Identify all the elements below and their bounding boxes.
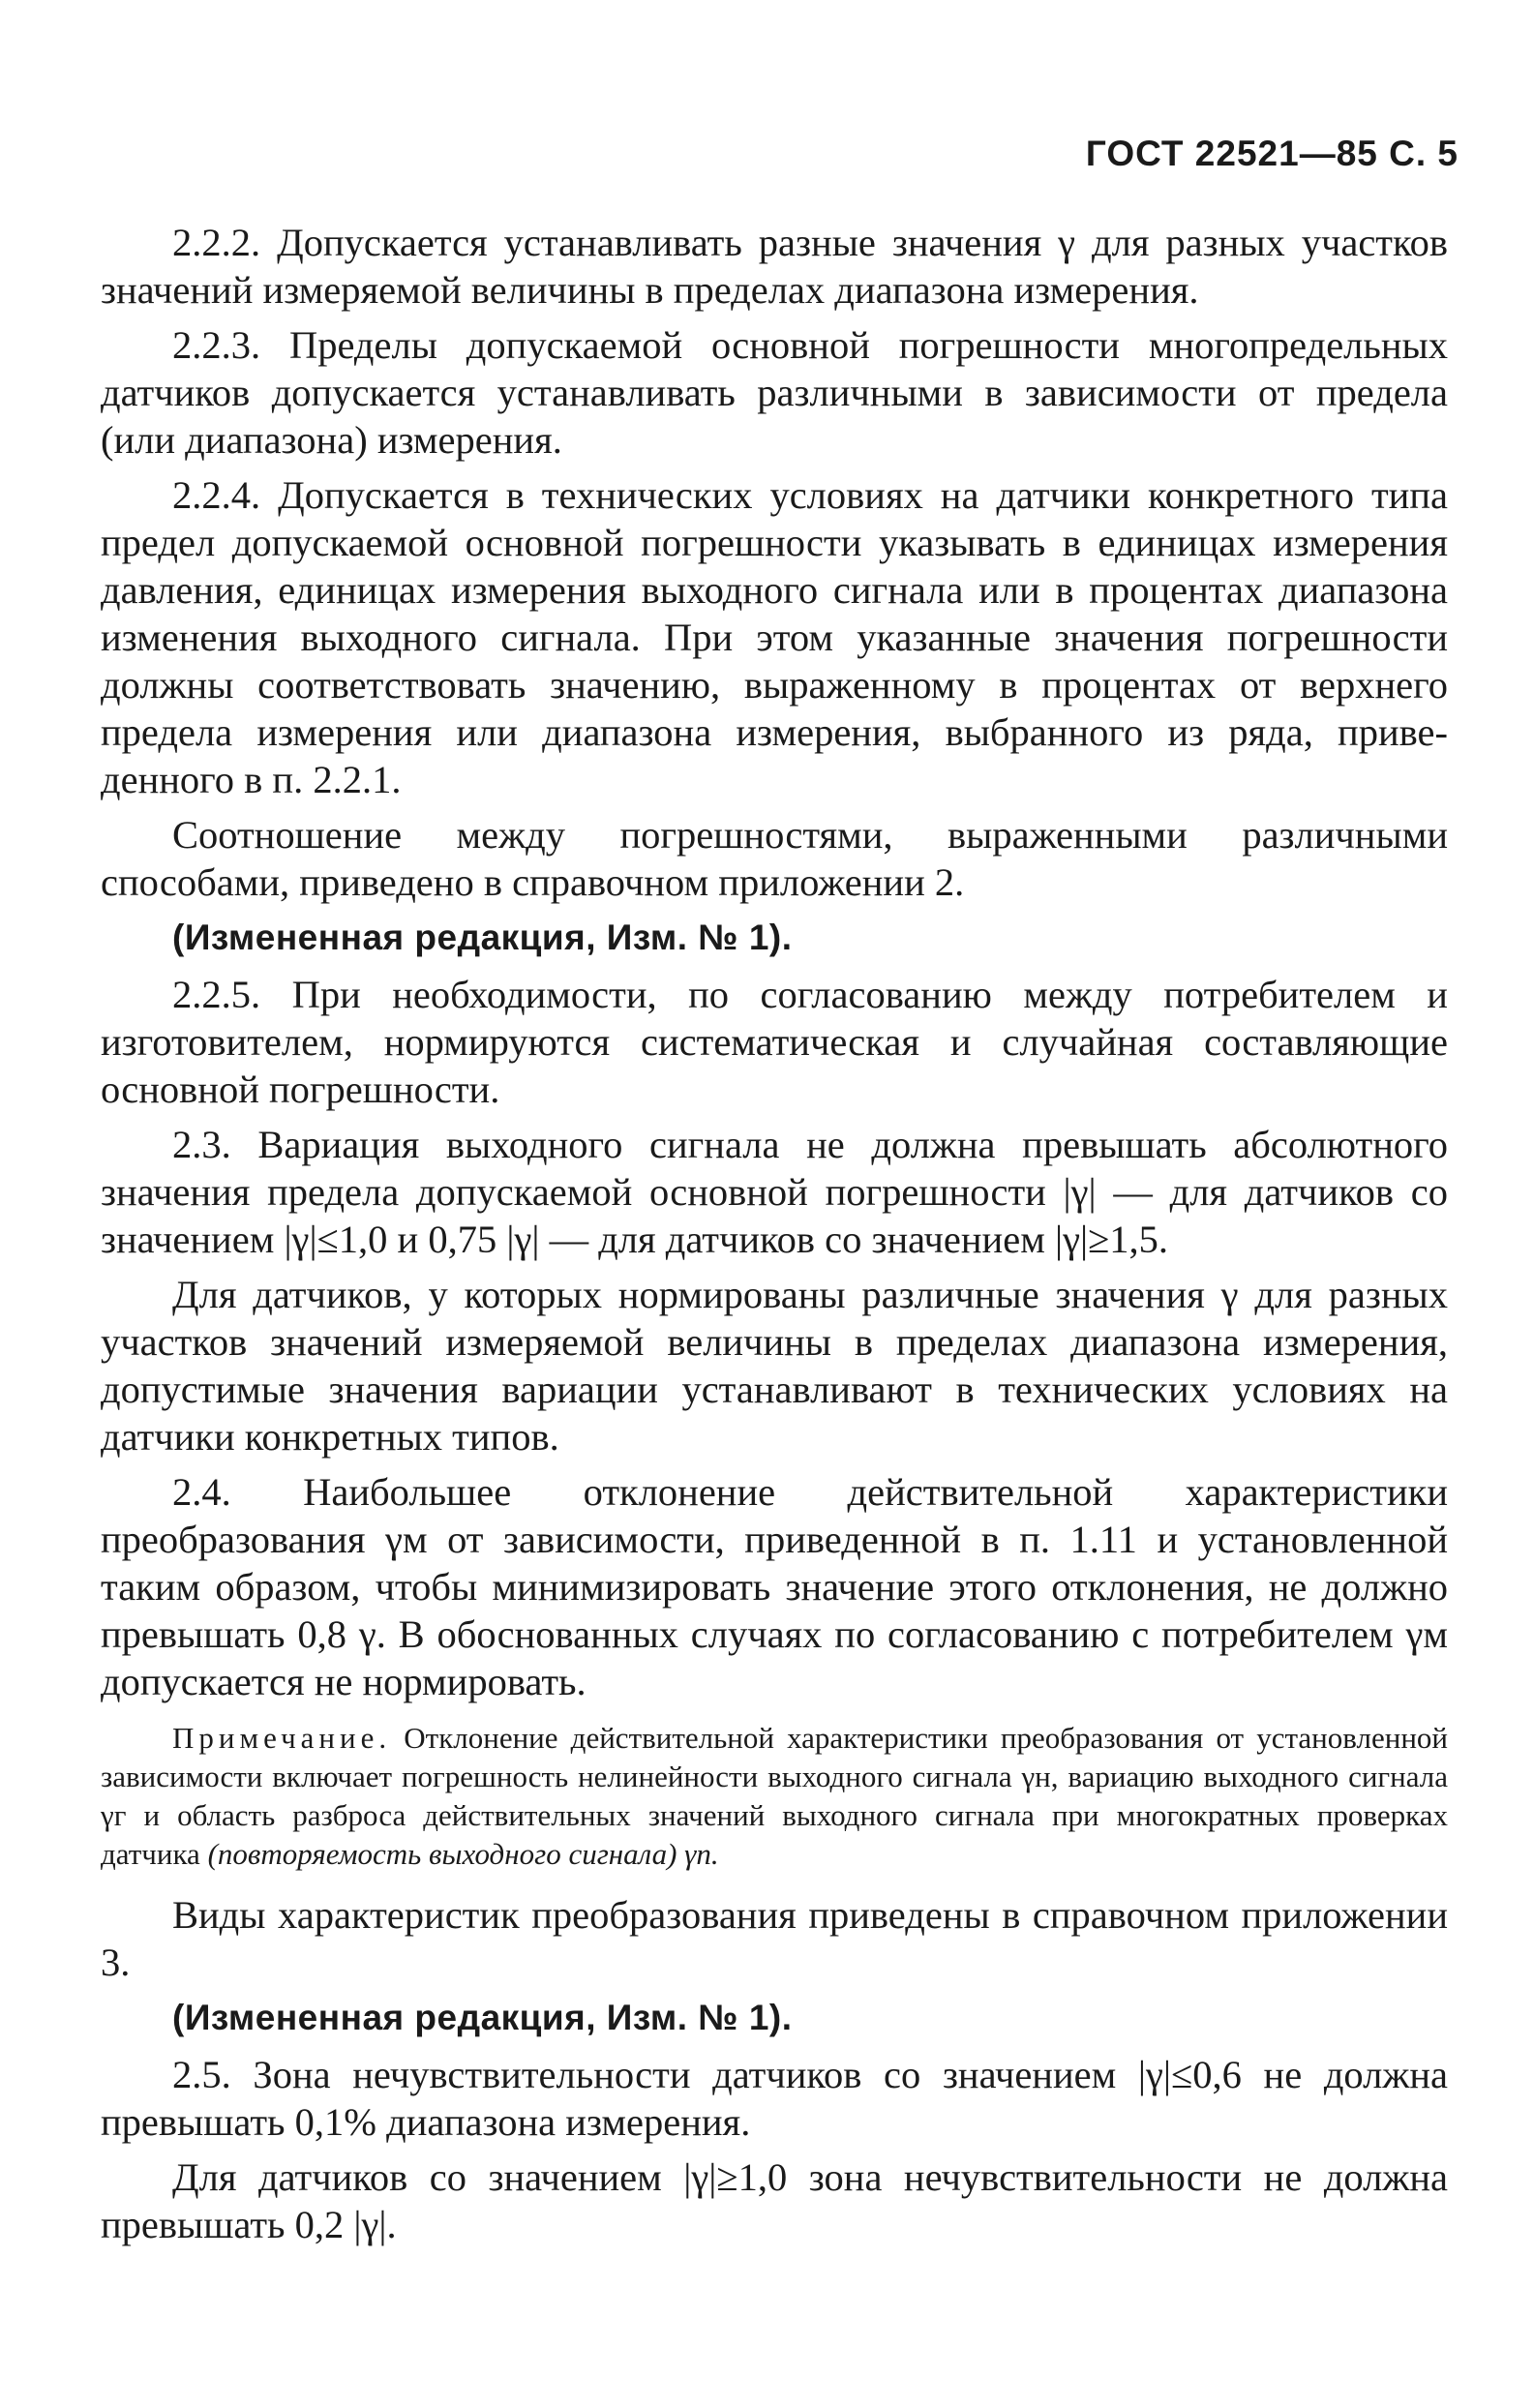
paragraph-2-5-insensitivity: Для датчиков со значением |γ|≥1,0 зона нечувствительности не должна превышать 0,2 |γ|.	[101, 2155, 1448, 2246]
note-label: Примечание.	[172, 1721, 392, 1755]
amendment-note-1: (Измененная редакция, Изм. № 1).	[172, 918, 793, 957]
amendment-note-2: (Измененная редакция, Изм. № 1).	[172, 1998, 793, 2037]
note-text: Отклонение действительной характеристики преобразования от установленной зависимости включает погрешность нелинейности выходного сигнала γн, вариацию выходного сигнала γг и область разброса действительных значений выходного сигнала при многократных проверках датчика	[101, 1721, 1449, 1871]
paragraph-2-5: 2.5. Зона нечувствительности датчиков со значением |γ|≤0,6 не должна превышать 0,1% диапазона измерения.	[101, 2053, 1448, 2144]
paragraph-2-3-variation: Для датчиков, у которых нормированы различные значения γ для разных участков значений измеряемой величины в пределах диапазона измерения, допустимые значения вариации устанавливают в технических условиях на датчики конкретных типов.	[101, 1273, 1448, 1459]
paragraph-2-2-5: 2.2.5. При необходимости, по согласованию между потребителем и изготовителем, нормируются систематическая и случайная составляющие основной погрешности.	[101, 973, 1448, 1111]
paragraph-2-2-3: 2.2.3. Пределы допускаемой основной погрешности многопредельных датчиков допускается устанавливать различными в зависимости от предела (или диапазона) измерения.	[101, 323, 1448, 462]
paragraph-2-2-4: 2.2.4. Допускается в технических условиях на датчики конкретного типа предел допускаемой основной погрешности указывать в единицах измерения давления, единицах измерения выходного сигнала или в процентах диапазона изменения выходного сигнала. При этом указанные значения погрешности должны соответствовать значению, выраженному в процентах от верхнего предела измерения или диапазона измерения, выбранного из ряда, приведенного в п. 2.2.1.	[101, 473, 1448, 801]
document-body	[101, 219, 1448, 2256]
paragraph-error-ratio: Соотношение между погрешностями, выраженными различными способами, приведено в справочном приложении 2.	[101, 813, 1448, 904]
paragraph-2-2-2: 2.2.2. Допускается устанавливать разные значения γ для разных участков значений измеряемой величины в пределах диапазона измерения.	[101, 221, 1448, 312]
note-italic-text: (повторяемость выходного сигнала) γп.	[207, 1837, 719, 1871]
paragraph-2-3: 2.3. Вариация выходного сигнала не должна превышать абсолютного значения предела допускаемой основной погрешности |γ| — для датчиков со значением |γ|≤1,0 и 0,75 |γ| — для датчиков со значением |γ|≥1,5.	[101, 1123, 1448, 1261]
paragraph-characteristic-types: Виды характеристик преобразования приведены в справочном приложении 3.	[101, 1893, 1448, 1984]
page-header: ГОСТ 22521—85 С. 5	[1085, 134, 1459, 173]
paragraph-2-4: 2.4. Наибольшее отклонение действительной характеристики преобразования γм от зависимости, приведенной в п. 1.11 и установленной таким образом, чтобы минимизировать значение этого отклонения, не должно превышать 0,8 γ. В обоснованных случаях по согласованию с потребителем γм допускается не нормировать.	[101, 1470, 1448, 1703]
note-block	[101, 1719, 1448, 1874]
